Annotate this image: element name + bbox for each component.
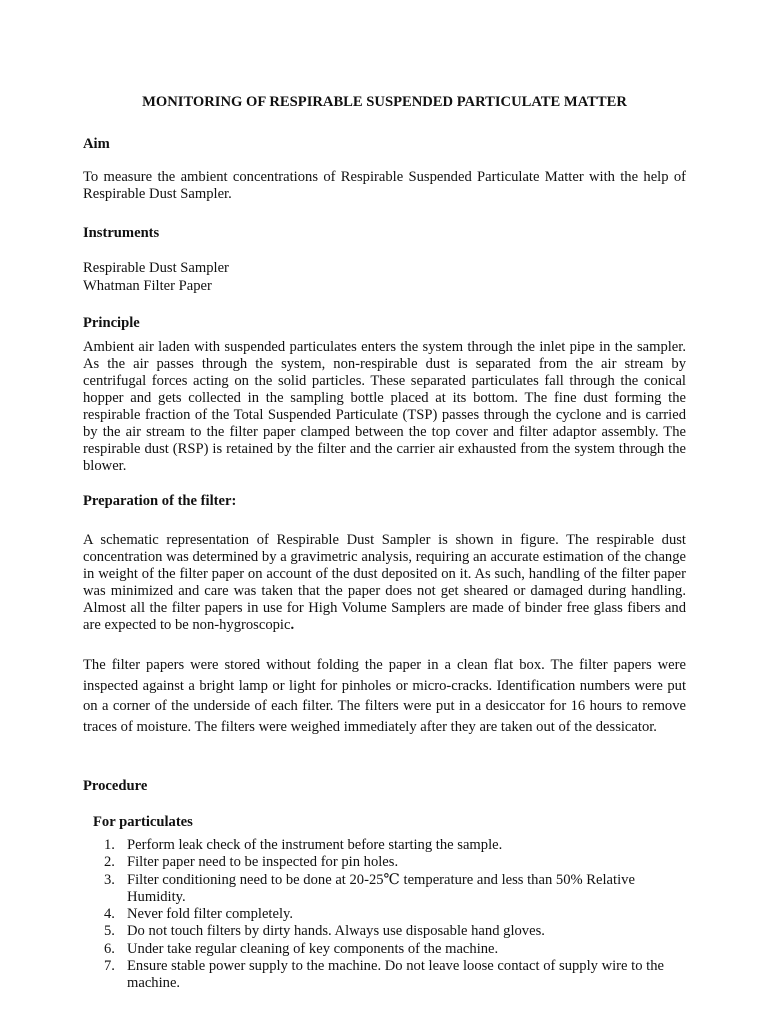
list-item-number: 7.: [104, 958, 115, 975]
list-item-number: 2.: [104, 854, 115, 871]
list-item-number: 5.: [104, 923, 115, 940]
instrument-item-sampler: Respirable Dust Sampler: [83, 260, 229, 276]
instruments-heading: Instruments: [83, 225, 160, 241]
list-item-text: Filter paper need to be inspected for pin holes.: [127, 854, 399, 871]
list-item-number: 3.: [104, 871, 115, 888]
document-title: MONITORING OF RESPIRABLE SUSPENDED PARTICULATE MATTER: [142, 94, 627, 110]
particulates-subheading: For particulates: [93, 814, 193, 830]
list-item-text: Perform leak check of the instrument before starting the sample.: [127, 837, 503, 853]
preparation-paragraph-2: The filter papers were stored without folding the paper in a clean flat box. The filter papers were inspected against a bright lamp or light for pinholes or micro-cracks. Identification numbers were put on a corner of the underside of each filter. The filters were put in a desiccator for 16 hours to remove traces of moisture. The filters were weighed immediately after they are taken out of the dessicator.: [83, 657, 686, 735]
principle-heading: Principle: [83, 315, 140, 331]
list-item-text: Do not touch filters by dirty hands. Always use disposable hand gloves.: [127, 923, 545, 940]
principle-text: Ambient air laden with suspended particulates enters the system through the inlet pipe in the sampler. As the air passes through the system, non-respirable dust is separated from the air stream by centrifugal forces acting on the solid particles. These separated particulates fall through the conical hopper and gets collected in the sampling bottle placed at its bottom. The fine dust forming the respirable fraction of the Total Suspended Particulate (TSP) passes through the cyclone and is carried by the air stream to the filter paper clamped between the top cover and filter adaptor assembly. The respirable dust (RSP) is retained by the filter and the carrier air exhausted from the system through the blower.: [83, 339, 686, 474]
list-item-number: 4.: [104, 906, 115, 923]
list-item-text: Filter conditioning need to be done at 20-25℃ temperature and less than 50% Relative Humidity.: [127, 871, 635, 905]
list-item: [104, 871, 686, 907]
preparation-paragraph-1: [83, 532, 686, 634]
aim-text: To measure the ambient concentrations of Respirable Suspended Particulate Matter with the help of Respirable Dust Sampler.: [83, 169, 686, 202]
list-item: [104, 837, 686, 854]
list-item: [104, 906, 686, 923]
list-item: [104, 854, 686, 871]
list-item-text: Never fold filter completely.: [127, 906, 294, 923]
aim-heading: Aim: [83, 136, 110, 152]
list-item-text: Under take regular cleaning of key components of the machine.: [127, 940, 499, 957]
procedure-steps-list: [83, 837, 686, 993]
preparation-heading: Preparation of the filter:: [83, 493, 237, 509]
preparation-paragraph-1-text: A schematic representation of Respirable Dust Sampler is shown in figure. The respirable dust concentration was determined by a gravimetric analysis, requiring an accurate estimation of the change in weight of the filter paper on account of the dust deposited on it. As such, handling of the filter paper was minimized and care was taken that the paper does not get sheared or damaged during handling. Almost all the filter papers in use for High Volume Samplers are made of binder free glass fibers and are expected to be non-hygroscopic: [83, 532, 686, 633]
list-item-number: 6.: [104, 940, 115, 957]
list-item: [104, 940, 686, 958]
instrument-item-filter-paper: Whatman Filter Paper: [83, 278, 212, 294]
preparation-paragraph-1-end: .: [290, 617, 295, 633]
list-item: [104, 958, 686, 993]
procedure-heading: Procedure: [83, 778, 148, 794]
list-item-number: 1.: [104, 837, 115, 853]
list-item-text: Ensure stable power supply to the machine. Do not leave loose contact of supply wire to the machine.: [127, 958, 664, 992]
list-item: [104, 923, 686, 940]
